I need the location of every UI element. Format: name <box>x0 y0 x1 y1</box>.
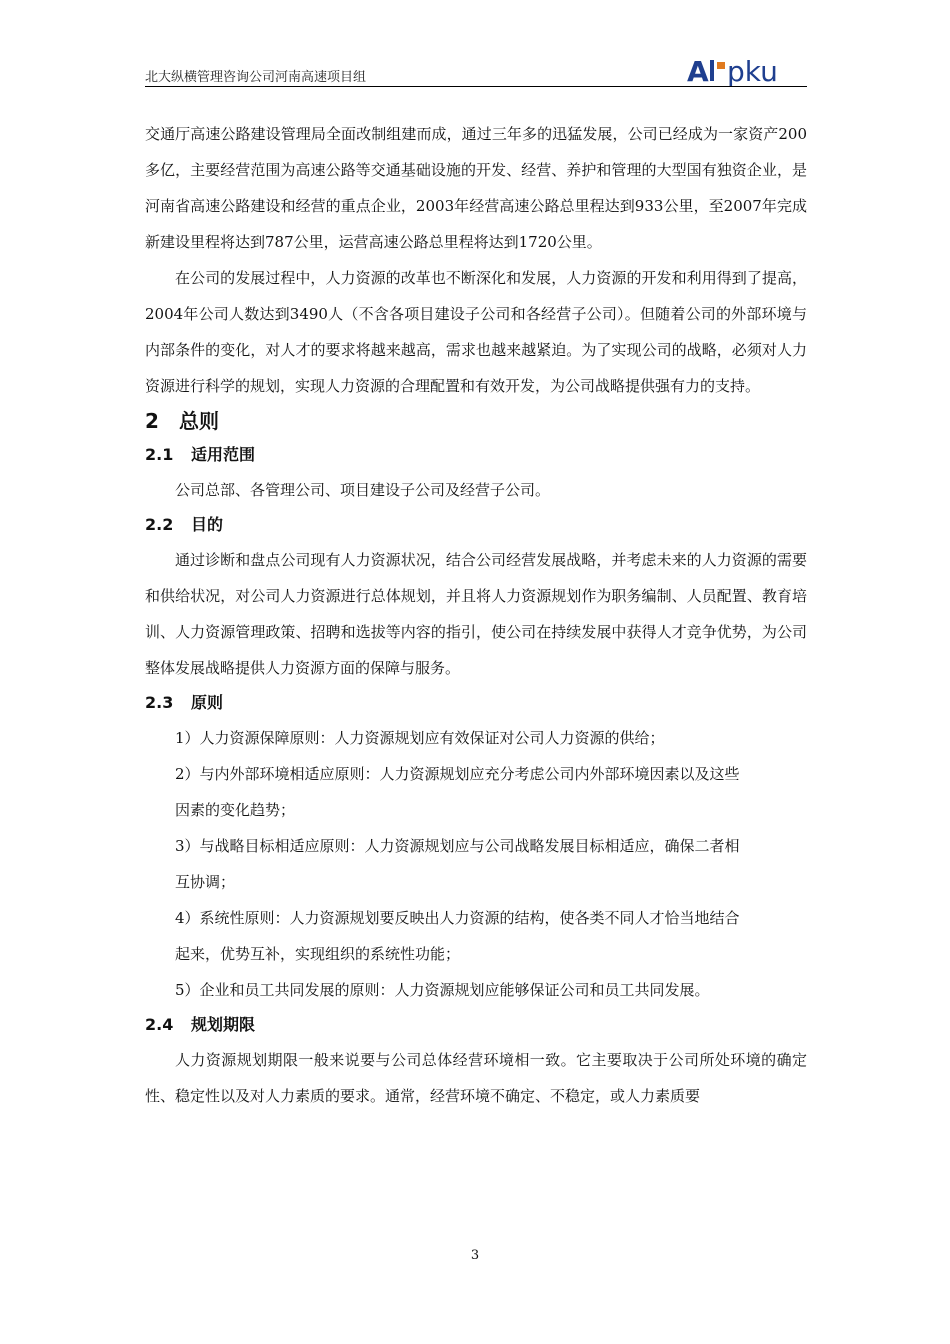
principle-item <box>145 972 807 1008</box>
subsection-number: 2.4 <box>145 1015 174 1034</box>
principle-line: 1）人力资源保障原则：人力资源规划应有效保证对公司人力资源的供给； <box>175 729 665 747</box>
purpose-paragraph: 通过诊断和盘点公司现有人力资源状况，结合公司经营发展战略，并考虑未来的人力资源的需要和供给状况，对公司人力资源进行总体规划，并且将人力资源规划作为职务编制、人员配置、教育培训、人力资源管理政策、招聘和选拔等内容的指引，使公司在持续发展中获得人才竞争优势，为公司整体发展战略提供人力资源方面的保障与服务。 <box>145 551 807 677</box>
period-paragraph: 人力资源规划期限一般来说要与公司总体经营环境相一致。它主要取决于公司所处环境的确定性、稳定性以及对人力素质的要求。通常，经营环境不确定、不稳定，或人力素质要 <box>145 1051 807 1105</box>
subsection-title: 适用范围 <box>191 445 256 464</box>
subsection-title: 规划期限 <box>191 1015 256 1034</box>
principle-line: 4）系统性原则：人力资源规划要反映出人力资源的结构，使各类不同人才恰当地结合 <box>175 909 740 927</box>
section-title: 总则 <box>179 409 219 433</box>
page-number: 3 <box>470 1248 480 1263</box>
subsection-title: 原则 <box>191 693 224 712</box>
section-2-heading <box>145 404 807 438</box>
principle-item <box>145 756 807 828</box>
allpku-logo <box>687 54 807 86</box>
svg-text:pku: pku <box>727 55 778 86</box>
section-2-2-heading <box>145 508 807 542</box>
section-2-3-heading <box>145 686 807 720</box>
subsection-number: 2.1 <box>145 445 174 464</box>
subsection-number: 2.3 <box>145 693 174 712</box>
subsection-title: 目的 <box>191 515 224 534</box>
subsection-number: 2.2 <box>145 515 174 534</box>
section-2-1-heading <box>145 438 807 472</box>
header-title: 北大纵横管理咨询公司河南高速项目组 <box>145 70 367 85</box>
svg-text:A: A <box>687 55 709 86</box>
principle-line-continued: 因素的变化趋势； <box>175 801 296 819</box>
principle-item <box>145 828 807 900</box>
principle-line: 2）与内外部环境相适应原则：人力资源规划应充分考虑公司内外部环境因素以及这些 <box>175 765 740 783</box>
section-number: 2 <box>145 409 159 433</box>
principle-line: 5）企业和员工共同发展的原则：人力资源规划应能够保证公司和员工共同发展。 <box>175 981 710 999</box>
section-2-4-heading <box>145 1008 807 1042</box>
principle-item <box>145 720 807 756</box>
document-body <box>145 116 807 1114</box>
scope-paragraph: 公司总部、各管理公司、项目建设子公司及经营子公司。 <box>175 481 551 499</box>
principle-line-continued: 起来，优势互补，实现组织的系统性功能； <box>175 945 461 963</box>
page-header <box>145 52 807 87</box>
principle-line-continued: 互协调； <box>175 873 236 891</box>
principle-line: 3）与战略目标相适应原则：人力资源规划应与公司战略发展目标相适应，确保二者相 <box>175 837 740 855</box>
principle-item <box>145 900 807 972</box>
intro-paragraph-1: 交通厅高速公路建设管理局全面改制组建而成，通过三年多的迅猛发展，公司已经成为一家资产200多亿，主要经营范围为高速公路等交通基础设施的开发、经营、养护和管理的大型国有独资企业，是河南省高速公路建设和经营的重点企业，2003年经营高速公路总里程达到933公里，至2007年完成新建设里程将达到787公里，运营高速公路总里程将达到1720公里。 <box>145 125 807 251</box>
intro-paragraph-2: 在公司的发展过程中，人力资源的改革也不断深化和发展，人力资源的开发和利用得到了提高，2004年公司人数达到3490人（不含各项目建设子公司和各经营子公司）。但随着公司的外部环境与内部条件的变化，对人才的要求将越来越高，需求也越来越紧迫。为了实现公司的战略，必须对人力资源进行科学的规划，实现人力资源的合理配置和有效开发，为公司战略提供强有力的支持。 <box>145 269 807 395</box>
